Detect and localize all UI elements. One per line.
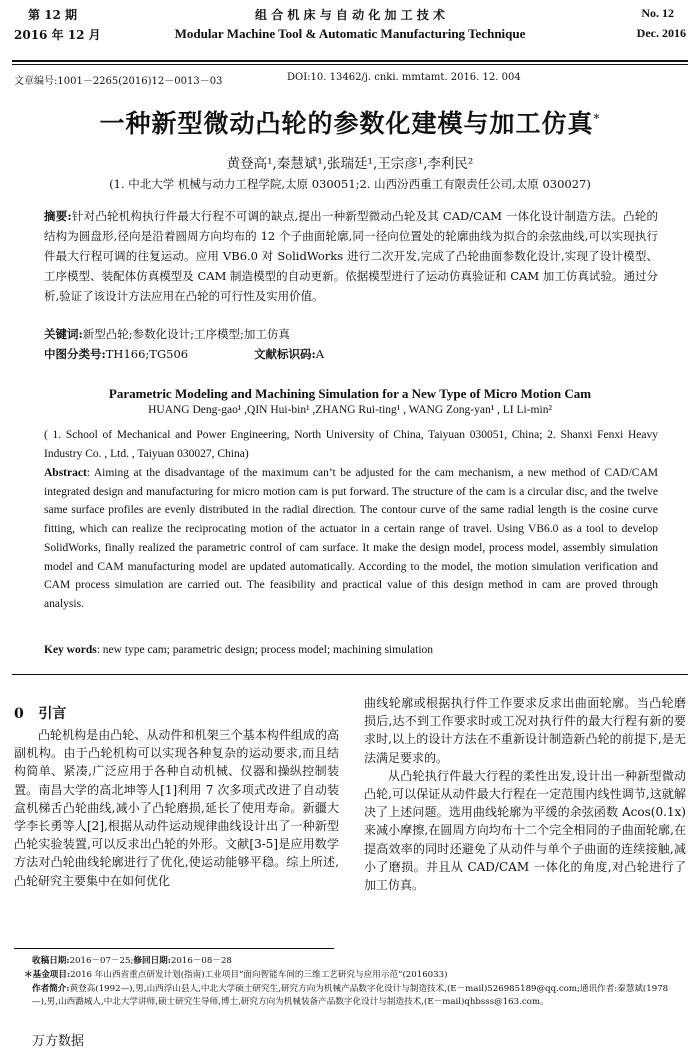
clc-label: 中图分类号: [44, 347, 106, 361]
keywords-cn-text: 新型凸轮;参数化设计;工序模型;加工仿真 [82, 327, 290, 341]
date-en: Dec. 2016 [636, 26, 686, 40]
abstract-cn [44, 206, 658, 306]
body-right-paragraph-2: 从凸轮执行件最大行程的柔性出发,设计出一种新型微动凸轮,可以保证从动件最大行程在一定范围内线性调节,这就解决了上述问题。选用曲线轮廓为平缓的余弦函数 Acos(0.1x)来减小摩擦,在圆周方向均布十二个完全相同的子曲面轮廓,在提高效率的同时还避免了从动件与单个子曲面的连续接触,减小了磨损。并且从 CAD/CAM 一体化的角度,对凸轮进行了加工仿真。 [364, 768, 686, 893]
paper-title-cn-text: 一种新型微动凸轮的参数化建模与加工仿真 [99, 109, 594, 138]
issue-en: No. 12 [641, 6, 674, 20]
abstract-rule [12, 674, 688, 675]
revised-label: 修回日期: [133, 956, 171, 966]
doc-code-text: A [315, 347, 325, 361]
header-rule-thick [12, 60, 688, 62]
footnote-rule [14, 948, 334, 949]
body-left-paragraph: 凸轮机构是由凸轮、从动件和机架三个基本构件组成的高副机构。由于凸轮机构可以实现各种复杂的运动要求,而且结构简单、紧凑,广泛应用于各种自动机械、仪器和操纵控制装置。南昌大学的高北坤等人[1]利用 7 次多项式改进了自动装盒机梯舌凸轮曲线,减小了凸轮磨损,延长了使用寿命。新疆大学李长勇等人[2],根据从动件运动规律曲线设计出了一种新型凸轮实验装置,可以反求出凸轮的外形。文献[3-5]是应用数学方法对凸轮曲线轮廓进行了优化,使运动能够平稳。综上所述,凸轮研究主要集中在如何优化 [14, 728, 339, 888]
journal-title-en: Modular Machine Tool & Automatic Manufacturing Technique [174, 26, 526, 41]
keywords-en-text: new type cam; parametric design; process model; machining simulation [102, 644, 434, 656]
abstract-cn-text: 针对凸轮机构执行件最大行程不可调的缺点,提出一种新型微动凸轮及其 CAD/CAM 一体化设计制造方法。凸轮的结构为圆盘形,径向是沿着圆周方向均布的 12 个子曲面轮廓,同一径向位置处的轮廓曲线为拟合的余弦曲线,可以实现执行件最大行程可调的往复运动。应用 VB6.0 对 SolidWorks 进行二次开发,完成了凸轮曲面参数化设计,实现了设计模型、工序模型、装配体仿真模型及 CAM 制造模型的自动更新。依据模型进行了运动仿真验证和 CAM 加工仿真试验。通过分析,验证了该设计方法应用在凸轮的可行性及实用价值。 [44, 209, 658, 303]
abstract-en-sep: : [86, 467, 94, 479]
page-header [0, 0, 700, 64]
section-heading [14, 703, 66, 723]
affiliation-cn: (1. 中北大学 机械与动力工程学院,太原 030051;2. 山西汾西重工有限责任公司,太原 030027) [109, 177, 591, 191]
doi: DOI:10. 13462/j. cnki. mmtamt. 2016. 12. 004 [287, 72, 521, 83]
authors-en: HUANG Deng-gao¹ ,QIN Hui-bin¹ ,ZHANG Rui-ting¹ , WANG Zong-yan¹ , LI Li-min² [148, 404, 552, 416]
author-text: 黄登高(1992—),男,山西浮山县人,中北大学硕士研究生,研究方向为机械产品数字化设计与制造技术,(E－mail)526985189@qq.com;通讯作者:秦慧斌(1978—),男,山西潞城人,中北大学讲师,硕士研究生导师,博士,研究方向为机械装备产品数字化设计与制造技术,(E－mail)qhbsss@163.com。 [32, 984, 669, 1007]
watermark: 万方数据 [32, 1034, 85, 1049]
keywords-cn-label: 关键词: [44, 327, 83, 341]
footnote-fund [24, 969, 682, 982]
header-rule-thin [12, 64, 688, 65]
doc-code-label: 文献标识码: [254, 347, 316, 361]
abstract-en-label: Abstract [44, 467, 87, 479]
author-label: 作者简介: [32, 984, 70, 994]
paper-title-cn [0, 104, 700, 140]
abstract-cn-label: 摘要: [44, 209, 72, 223]
authors-cn: 黄登高¹,秦慧斌¹,张瑞廷¹,王宗彦¹,李利民² [226, 156, 474, 172]
document-code [254, 346, 324, 362]
title-footnote-mark: * [593, 111, 601, 126]
article-number: 文章编号:1001－2265(2016)12－0013－03 [14, 76, 223, 87]
section-number: 0 [14, 706, 24, 722]
received-label: 收稿日期: [32, 956, 70, 966]
footnote-dates [32, 955, 682, 968]
revised-date: 2016－08－28 [170, 956, 232, 966]
body-right-column [364, 694, 686, 894]
body-left-column [14, 726, 339, 890]
keywords-en-label: Key words [44, 644, 97, 656]
affiliation-en: ( 1. School of Mechanical and Power Engineering, North University of China, Taiyuan 030051, China; 2. Shanxi Fenxi Heavy Industry Co. , Ltd. , Taiyuan 030027, China) [44, 429, 658, 460]
keywords-en-sep: : [96, 644, 103, 656]
section-title: 引言 [38, 706, 67, 722]
clc-number [44, 346, 188, 362]
abstract-en-text: Aiming at the disadvantage of the maximum can’t be adjusted for the cam mechanism, a new method of CAD/CAM integrated design and manufacturing for micro motion cam is put forward. The structure of the cam is a circular disc, and the twelve same surface profiles are evenly distributed in the radial direction. The contour curve of the same radial length is the cosine curve fitting, which can realize the reciprocating motion of the actuator in a certain range of travel. Using VB6.0 as a tool to develop SolidWorks, finally realized the parametric control of cam surface. It make the design model, process model, assembly simulation model and CAM manufacturing model are updated automatically. According to the model, the motion simulation verification and CAM process simulation are carried out. The feasibility and practical value of this design method in cam are proved through analysis. [44, 467, 658, 610]
issue-cn: 第 12 期 [28, 8, 78, 22]
fund-label: ＊基金项目: [24, 970, 71, 980]
clc-text: TH166;TG506 [105, 347, 189, 361]
journal-title-cn: 组 合 机 床 与 自 动 化 加 工 技 术 [255, 8, 445, 22]
abstract-en [44, 464, 658, 614]
body-right-paragraph-1: 曲线轮廓或根据执行件工作要求反求出曲面轮廓。当凸轮磨损后,达不到工作要求时或工况对执行件的最大行程有新的要求时,以上的设计方法在不重新设计制造新凸轮的前提下,是无法满足要求的。 [364, 696, 686, 765]
received-date: 2016－07－25; [69, 956, 134, 966]
date-cn: 2016 年 12 月 [14, 28, 101, 42]
keywords-en [44, 641, 658, 660]
paper-title-en: Parametric Modeling and Machining Simulation for a New Type of Micro Motion Cam [108, 386, 592, 401]
footnote-author [32, 983, 682, 1009]
keywords-cn [44, 326, 290, 342]
fund-text: 2016 年山西省重点研发计划(指南)工业项目“面向智能车间的三维工艺研究与应用示范”(2016033) [70, 970, 448, 980]
